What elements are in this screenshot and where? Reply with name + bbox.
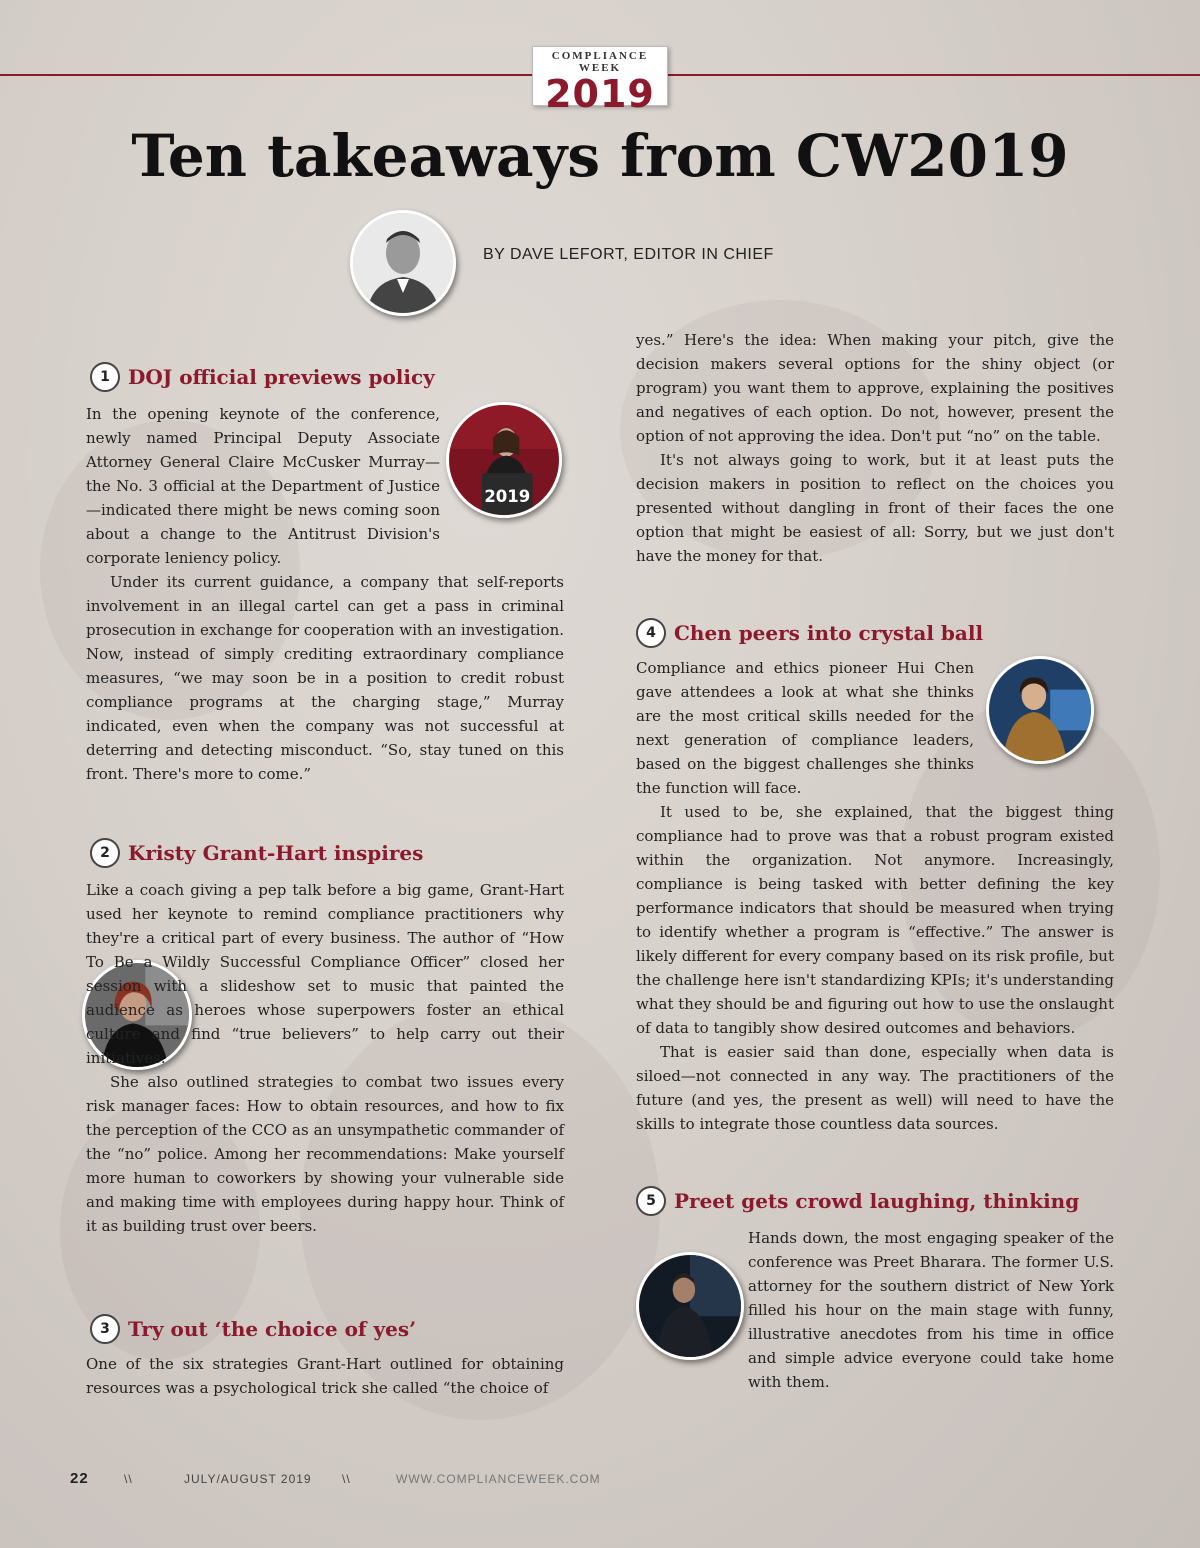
section-3-body-left: [86, 1352, 564, 1400]
footer-separator: \\: [124, 1472, 133, 1486]
paragraph: In the opening keynote of the conference, newly named Principal Deputy Associate Attorney General Claire McCusker Murray—the No. 3 official at the Department of Justice—indicated there might be news coming soon about a change to the Antitrust Division's corporate leniency policy.: [86, 405, 440, 567]
footer-date: JULY/AUGUST 2019: [184, 1472, 312, 1486]
section-title: Kristy Grant-Hart inspires: [128, 841, 424, 865]
section-3-body-right: [636, 328, 1114, 568]
footer-website: WWW.COMPLIANCEWEEK.COM: [396, 1472, 601, 1486]
masthead-brand: COMPLIANCE WEEK: [551, 50, 649, 74]
section-number: 3: [90, 1314, 120, 1344]
author-photo: [350, 210, 456, 316]
section-number: 1: [90, 362, 120, 392]
paragraph: Hands down, the most engaging speaker of the conference was Preet Bharara. The former U.S. attorney for the southern district of New York filled his hour on the main stage with funny, illustrative anecdotes from his time in office and simple advice everyone could take home with them.: [748, 1229, 1114, 1391]
paragraph: It's not always going to work, but it at least puts the decision makers in position to reflect on the choices you presented without dangling in front of their faces the one option that might be easiest of all: Sorry, but we just don't have the money for that.: [636, 451, 1114, 565]
section-title: DOJ official previews policy: [128, 365, 435, 389]
section-title: Chen peers into crystal ball: [674, 621, 984, 645]
section-title: Preet gets crowd laughing, thinking: [674, 1189, 1080, 1213]
section-1-body: [86, 402, 564, 786]
paragraph: She also outlined strategies to combat two issues every risk manager faces: How to obtain resources, and how to fix the perception of the CCO as an unsympathetic commander of the “no” police. Among her recommendations: Make yourself more human to coworkers by showing your vulnerable side and making time with employees during happy hour. Think of it as building trust over beers.: [86, 1073, 564, 1235]
podium-badge: 2019: [484, 486, 531, 506]
section-number: 5: [636, 1186, 666, 1216]
section-number: 2: [90, 838, 120, 868]
masthead-year: 2019: [545, 72, 655, 116]
paragraph: yes.” Here's the idea: When making your pitch, give the decision makers several options for the shiny object (or program) you want them to approve, explaining the positives and negatives of each option. Do not, however, present the option of not approving the idea. Don't put “no” on the table.: [636, 331, 1114, 445]
masthead-logo: [532, 46, 668, 116]
section-2-heading: [90, 838, 423, 868]
section-4-heading: [636, 618, 983, 648]
paragraph: That is easier said than done, especially when data is siloed—not connected in any way. The practitioners of the future (and yes, the present as well) will need to have the skills to integrate those countless data sources.: [636, 1043, 1114, 1133]
paragraph: One of the six strategies Grant-Hart outlined for obtaining resources was a psychological trick she called “the choice of: [86, 1355, 564, 1397]
bharara-photo: [636, 1252, 744, 1360]
section-number: 4: [636, 618, 666, 648]
section-5-body: [748, 1226, 1114, 1394]
paragraph: Like a coach giving a pep talk before a big game, Grant-Hart used her keynote to remind compliance practitioners why they're a critical part of every business. The author of “How To Be a Wildly Successful Compliance Officer” closed her session with a slideshow set to music that painted the audience as heroes whose superpowers foster an ethical culture and find “true believers” to help carry out their initiatives.: [86, 881, 564, 1067]
section-4-body: [636, 656, 1114, 1136]
section-title: Try out ‘the choice of yes’: [128, 1317, 417, 1341]
footer-separator: \\: [342, 1472, 351, 1486]
section-1-heading: [90, 362, 435, 392]
paragraph: Under its current guidance, a company that self-reports involvement in an illegal cartel can get a pass in criminal prosecution in exchange for cooperation with an investigation. Now, instead of simply crediting extraordinary compliance measures, “we may soon be in a position to credit robust compliance programs at the charging stage,” Murray indicated, even when the company was not successful at deterring and detecting misconduct. “So, stay tuned on this front. There's more to come.”: [86, 573, 564, 783]
page-number: 22: [70, 1470, 89, 1487]
paragraph: Compliance and ethics pioneer Hui Chen gave attendees a look at what she thinks are the most critical skills needed for the next generation of compliance leaders, based on the biggest challenges she thinks the function will face.: [636, 659, 974, 797]
section-3-heading: [90, 1314, 416, 1344]
paragraph: It used to be, she explained, that the biggest thing compliance had to prove was that a robust program existed within the organization. Not anymore. Increasingly, compliance is being tasked with better defining the key performance indicators that should be measured when trying to identify whether a program is “effective.” The answer is likely different for every company based on its risk profile, but the challenge here isn't standardizing KPIs; it's understanding what they should be and figuring out how to use the onslaught of data to tangibly show desired outcomes and behaviors.: [636, 803, 1114, 1037]
section-5-heading: [636, 1186, 1079, 1216]
section-2-body: [86, 878, 564, 1238]
page-title: Ten takeaways from CW2019: [131, 122, 1069, 190]
byline: BY DAVE LEFORT, EDITOR IN CHIEF: [483, 246, 774, 263]
